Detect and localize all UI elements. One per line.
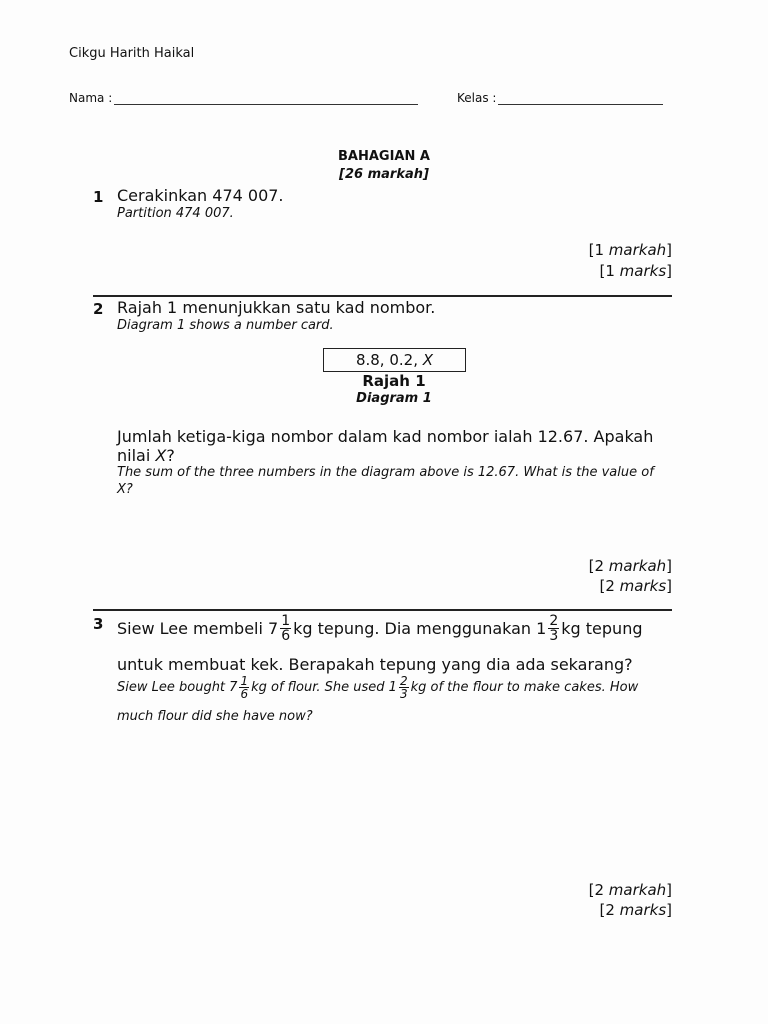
question-1-text-ms: Cerakinkan 474 007. <box>117 186 284 205</box>
fraction-two-thirds-en: $\frac{2}{3}$ <box>399 674 408 701</box>
question-2-prompt-ms-line2: nilai X? <box>117 446 175 465</box>
question-1-number: 1 <box>93 188 104 206</box>
class-field[interactable] <box>457 91 663 105</box>
question-3-text-en-line2: much flour did she have now? <box>117 709 313 724</box>
question-3-text-ms-line1: Siew Lee membeli 7 $\frac{1}{6}$ kg tepung. Dia menggunakan 1 $\frac{2}{3}$ kg tepung <box>117 613 643 644</box>
name-blank-line[interactable] <box>114 92 418 105</box>
divider-1 <box>93 295 672 297</box>
fraction-two-thirds: $\frac{2}{3}$ <box>549 613 559 644</box>
name-field[interactable] <box>69 91 418 105</box>
question-1-marks-ms: [1 markah] <box>588 241 672 259</box>
question-3-text-ms-line2: untuk membuat kek. Berapakah tepung yang dia ada sekarang? <box>117 655 633 674</box>
question-1-text-en: Partition 474 007. <box>117 206 234 221</box>
question-2-prompt-en-line1: The sum of the three numbers in the diagram above is 12.67. What is the value of <box>117 465 654 480</box>
question-2-marks-ms: [2 markah] <box>588 557 672 575</box>
question-3-marks-ms: [2 markah] <box>588 881 672 899</box>
fraction-one-sixth-en: $\frac{1}{6}$ <box>240 674 249 701</box>
question-2-prompt-en-line2: X? <box>117 482 133 497</box>
question-2-marks-en: [2 marks] <box>599 577 672 595</box>
fraction-one-sixth: $\frac{1}{6}$ <box>281 613 291 644</box>
question-2-number: 2 <box>93 300 104 318</box>
question-1-marks-en: [1 marks] <box>599 262 672 280</box>
number-card: 8.8, 0.2, X <box>323 348 466 372</box>
diagram-title-en: Diagram 1 <box>356 391 432 406</box>
divider-2 <box>93 609 672 611</box>
section-title: BAHAGIAN A <box>338 149 430 164</box>
section-marks: [26 markah] <box>339 167 429 182</box>
question-2-prompt-ms-line1: Jumlah ketiga-kiga nombor dalam kad nombor ialah 12.67. Apakah <box>117 427 654 446</box>
name-label: Nama : <box>69 91 113 105</box>
question-2-text-ms: Rajah 1 menunjukkan satu kad nombor. <box>117 298 436 317</box>
question-3-text-en-line1: Siew Lee bought 7 $\frac{1}{6}$ kg of flour. She used 1 $\frac{2}{3}$ kg of the flour to make cakes. How <box>117 674 639 701</box>
class-label: Kelas : <box>457 91 497 105</box>
diagram-title-ms: Rajah 1 <box>362 372 426 390</box>
class-blank-line[interactable] <box>498 92 663 105</box>
question-2-text-en: Diagram 1 shows a number card. <box>117 318 334 333</box>
teacher-name: Cikgu Harith Haikal <box>69 46 195 61</box>
question-3-marks-en: [2 marks] <box>599 901 672 919</box>
question-3-number: 3 <box>93 615 104 633</box>
